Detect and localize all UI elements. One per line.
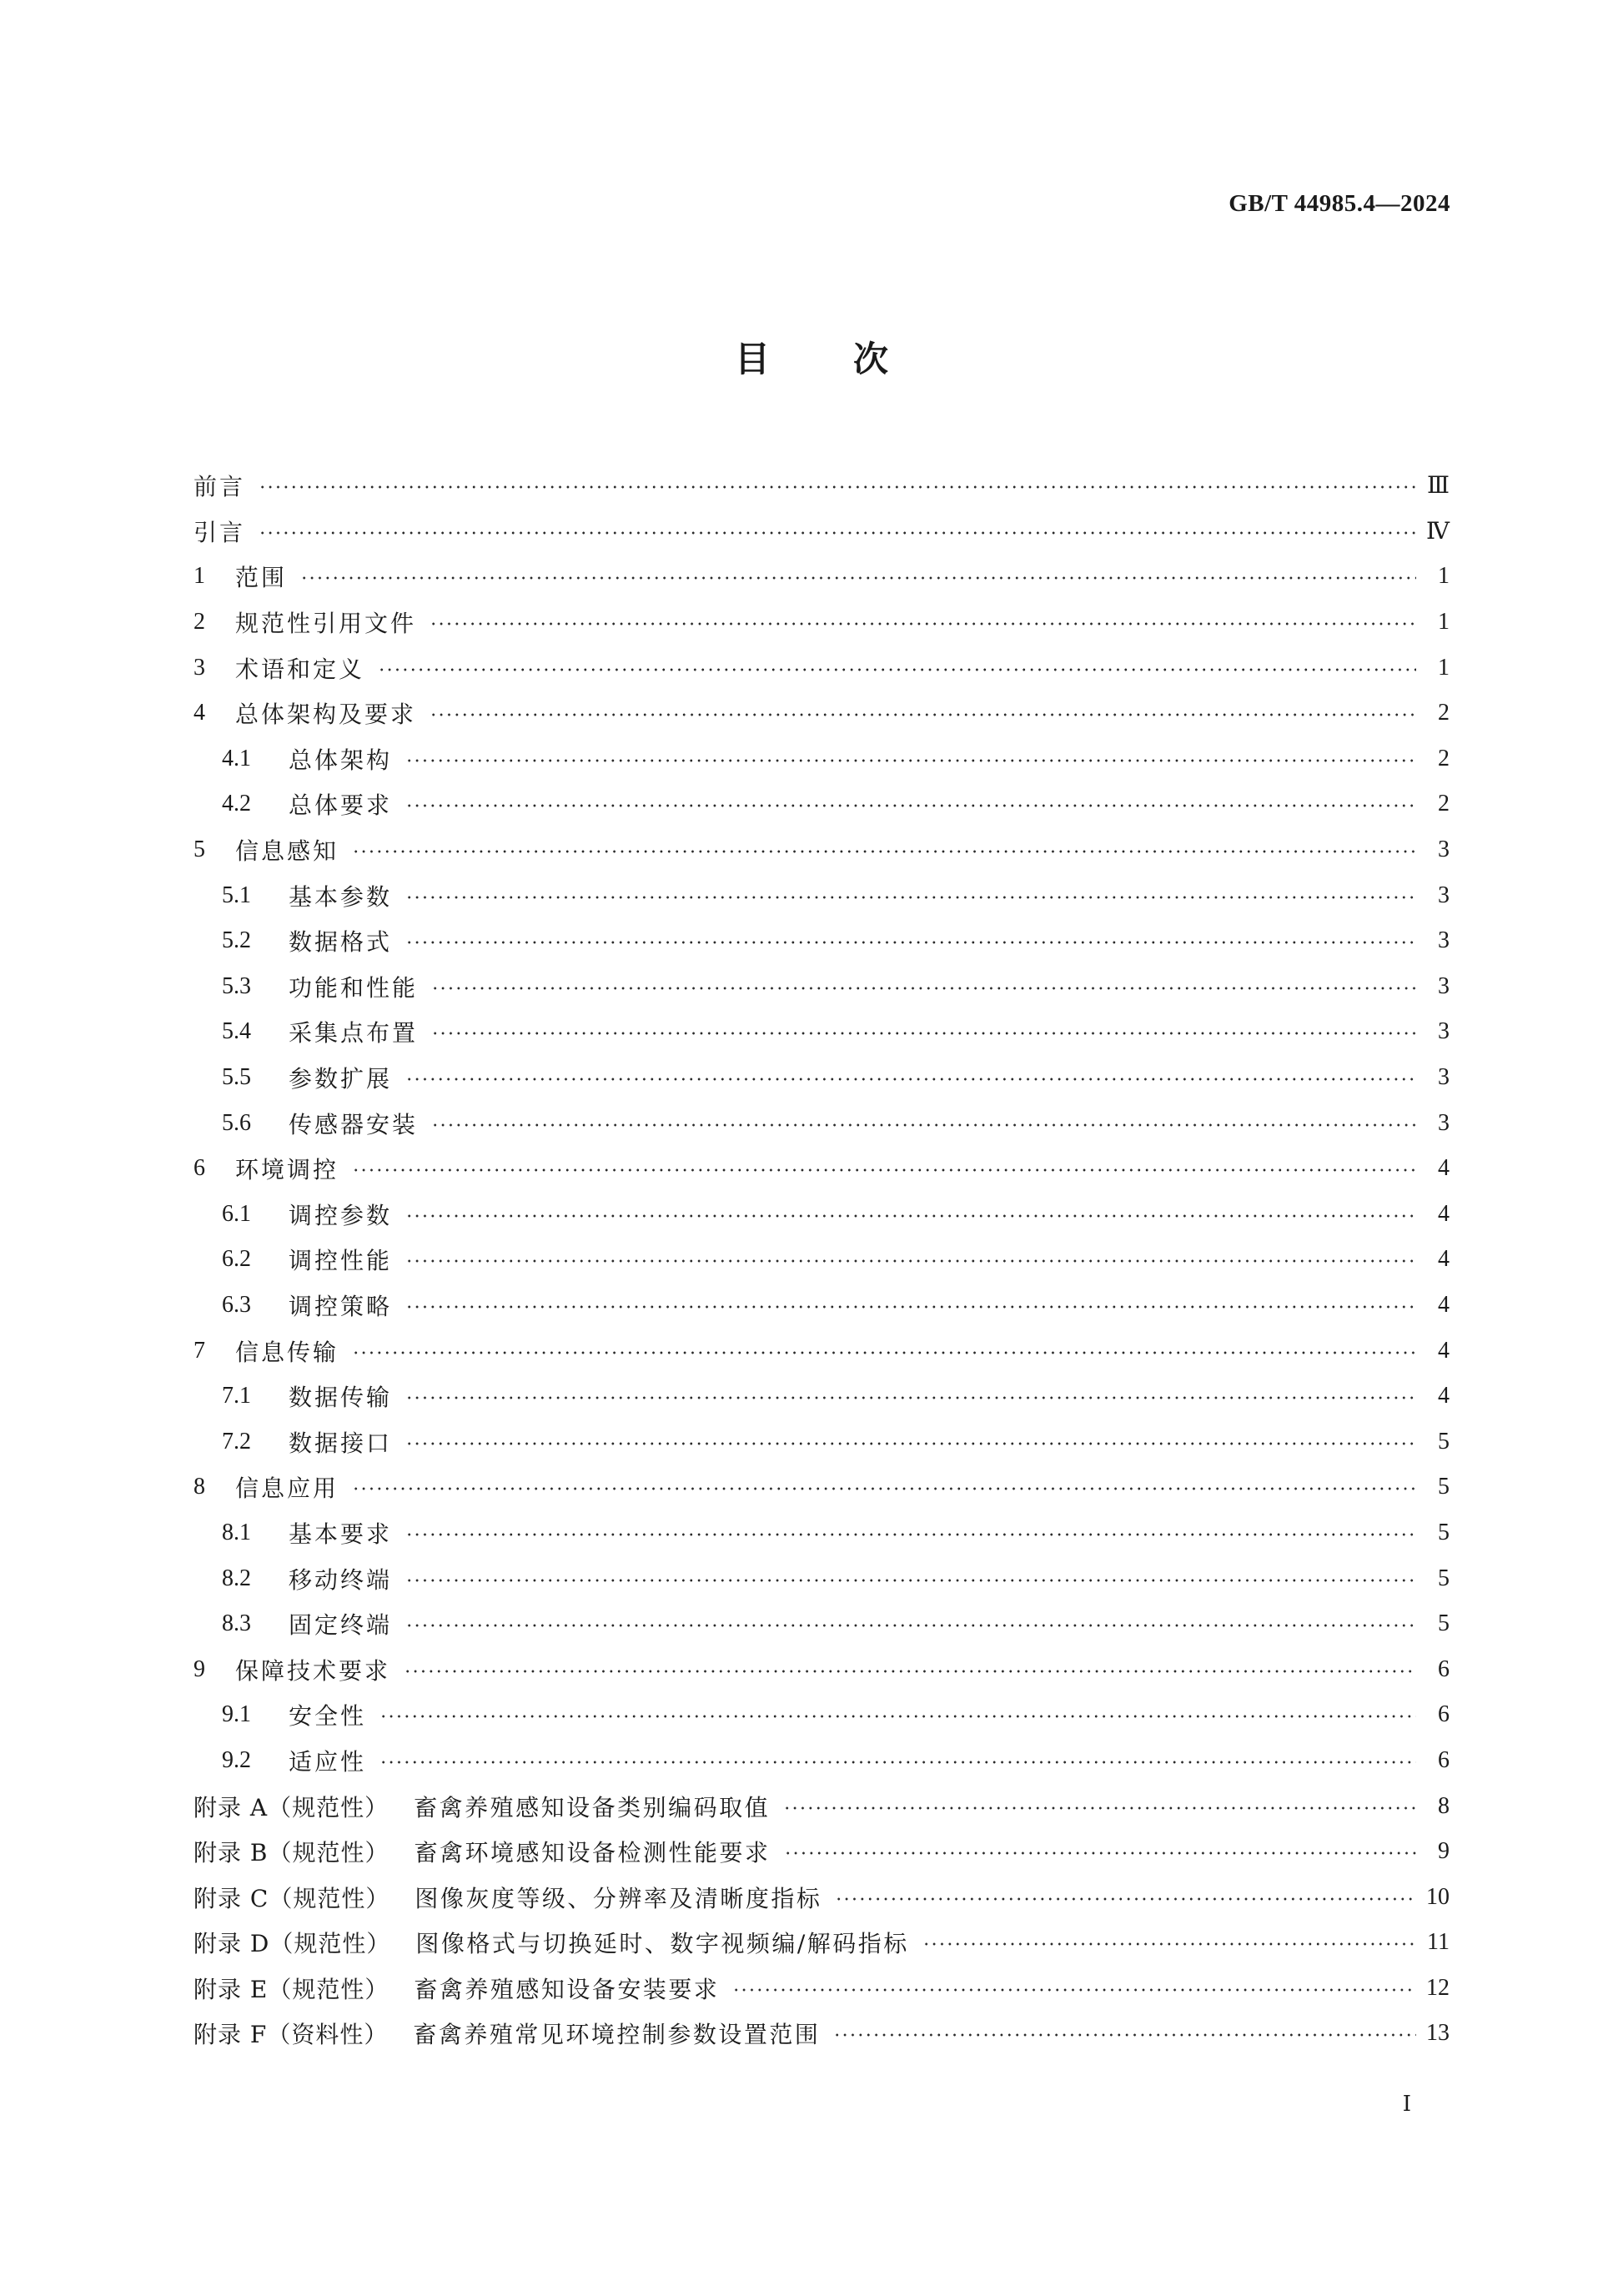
dot-leader xyxy=(352,850,1416,853)
dot-leader xyxy=(405,1259,1416,1263)
toc-entry-label: 图像灰度等级、分辨率及清晰度指标 xyxy=(415,1884,822,1912)
dot-leader xyxy=(405,1442,1416,1445)
toc-entry[interactable] xyxy=(193,1783,1450,1829)
toc-entry-page: 6 xyxy=(1438,1746,1450,1773)
toc-entry[interactable] xyxy=(193,827,1450,873)
dot-leader xyxy=(352,1487,1416,1490)
toc-entry-number: 6 xyxy=(193,1155,205,1182)
toc-entry-label: 数据接口 xyxy=(289,1429,393,1457)
toc-entry-page: 3 xyxy=(1438,882,1450,908)
toc-entry[interactable] xyxy=(193,509,1450,555)
toc-entry[interactable] xyxy=(193,1510,1450,1556)
toc-entry-number: 1 xyxy=(193,563,205,590)
toc-entry[interactable] xyxy=(193,600,1450,646)
table-of-contents xyxy=(193,463,1450,2057)
dot-leader xyxy=(405,1579,1416,1582)
toc-entry-label: 范围 xyxy=(235,564,288,592)
toc-entry-page: 4 xyxy=(1438,1291,1450,1318)
toc-entry[interactable] xyxy=(193,2011,1450,2057)
toc-entry[interactable] xyxy=(193,736,1450,782)
toc-entry-label: 总体架构及要求 xyxy=(235,701,417,729)
dot-leader xyxy=(405,1533,1416,1536)
toc-entry[interactable] xyxy=(193,1829,1450,1875)
dot-leader xyxy=(405,1305,1416,1309)
dot-leader xyxy=(833,2033,1416,2037)
dot-leader xyxy=(378,668,1416,671)
toc-entry-label: 总体架构 xyxy=(289,746,393,774)
toc-entry-label: 规范性引用文件 xyxy=(235,610,417,638)
dot-leader xyxy=(352,1351,1416,1354)
toc-appendix-id: 附录 E（规范性） xyxy=(193,1975,389,2003)
toc-entry-page: 4 xyxy=(1438,1155,1450,1182)
toc-entry-page: 3 xyxy=(1438,972,1450,999)
toc-entry[interactable] xyxy=(193,1009,1450,1055)
dot-leader xyxy=(300,576,1416,580)
toc-entry-page: 3 xyxy=(1438,1064,1450,1091)
toc-entry-page: 5 xyxy=(1438,1519,1450,1545)
toc-entry-number: 3 xyxy=(193,654,205,681)
toc-entry-number: 5.2 xyxy=(222,927,251,954)
toc-entry[interactable] xyxy=(193,463,1450,509)
toc-entry-page: 5 xyxy=(1438,1610,1450,1637)
toc-entry-label: 移动终端 xyxy=(289,1565,393,1594)
toc-entry[interactable] xyxy=(193,1192,1450,1238)
toc-entry[interactable] xyxy=(193,781,1450,827)
dot-leader xyxy=(783,1806,1416,1810)
dot-leader xyxy=(352,1168,1416,1172)
toc-entry-number: 6.3 xyxy=(222,1291,251,1318)
toc-entry-label: 前言 xyxy=(193,473,246,501)
toc-entry[interactable] xyxy=(193,1874,1450,1920)
toc-entry[interactable] xyxy=(193,554,1450,600)
toc-entry-label: 畜禽养殖感知设备安装要求 xyxy=(414,1975,720,2003)
toc-entry-label: 术语和定义 xyxy=(235,655,365,683)
toc-appendix-id: 附录 C（规范性） xyxy=(193,1884,390,1912)
dot-leader xyxy=(405,804,1416,807)
toc-entry-page: 2 xyxy=(1438,700,1450,726)
toc-entry-number: 8.2 xyxy=(222,1565,251,1591)
toc-entry[interactable] xyxy=(193,1328,1450,1374)
toc-entry-number: 7.1 xyxy=(222,1383,251,1409)
toc-entry-number: 5.5 xyxy=(222,1064,251,1091)
dot-leader xyxy=(259,485,1416,489)
dot-leader xyxy=(405,759,1416,762)
toc-entry-label: 环境调控 xyxy=(235,1156,339,1184)
toc-entry[interactable] xyxy=(193,872,1450,918)
toc-entry-label: 调控策略 xyxy=(289,1292,393,1320)
toc-entry-label: 功能和性能 xyxy=(289,973,419,1002)
toc-entry-page: 8 xyxy=(1438,1792,1450,1819)
toc-entry-label: 调控性能 xyxy=(289,1247,393,1275)
toc-entry-label: 采集点布置 xyxy=(289,1019,419,1048)
toc-entry-label: 信息传输 xyxy=(235,1338,339,1366)
toc-entry-label: 畜禽环境感知设备检测性能要求 xyxy=(414,1839,771,1867)
toc-entry-label: 数据格式 xyxy=(289,928,393,957)
toc-entry-number: 8 xyxy=(193,1474,205,1500)
dot-leader xyxy=(431,1032,1416,1035)
toc-entry-label: 基本要求 xyxy=(289,1520,393,1548)
toc-entry-number: 7 xyxy=(193,1337,205,1364)
toc-entry-page: 5 xyxy=(1438,1565,1450,1591)
toc-entry[interactable] xyxy=(193,1100,1450,1146)
toc-entry-label: 安全性 xyxy=(289,1702,367,1731)
toc-entry[interactable] xyxy=(193,918,1450,964)
toc-entry-page: 10 xyxy=(1426,1883,1450,1910)
toc-appendix-id: 附录 D（规范性） xyxy=(193,1930,391,1958)
dot-leader xyxy=(379,1761,1416,1764)
toc-entry-page: 4 xyxy=(1438,1246,1450,1273)
toc-entry-label: 参数扩展 xyxy=(289,1065,393,1093)
dot-leader xyxy=(835,1897,1416,1901)
toc-appendix-id: 附录 A（规范性） xyxy=(193,1793,389,1821)
toc-entry-number: 2 xyxy=(193,609,205,636)
toc-entry-number: 6.2 xyxy=(222,1246,251,1273)
dot-leader xyxy=(379,1715,1416,1718)
toc-entry-page: 13 xyxy=(1426,2020,1450,2047)
toc-entry-label: 畜禽养殖感知设备类别编码取值 xyxy=(414,1793,771,1821)
toc-entry-page: 11 xyxy=(1427,1929,1450,1956)
toc-entry-page: 2 xyxy=(1438,791,1450,817)
toc-entry-number: 4.1 xyxy=(222,745,251,771)
toc-entry-number: 4 xyxy=(193,700,205,726)
toc-entry[interactable] xyxy=(193,1692,1450,1738)
toc-entry-label: 数据传输 xyxy=(289,1384,393,1412)
dot-leader xyxy=(259,531,1416,535)
toc-entry-label: 固定终端 xyxy=(289,1611,393,1640)
toc-entry[interactable] xyxy=(193,1966,1450,2012)
toc-entry-page: 1 xyxy=(1438,654,1450,681)
toc-entry-label: 保障技术要求 xyxy=(235,1656,391,1685)
toc-entry-page: 3 xyxy=(1438,927,1450,954)
toc-entry-page: 4 xyxy=(1438,1200,1450,1227)
dot-leader xyxy=(431,1123,1416,1127)
toc-entry-number: 8.3 xyxy=(222,1610,251,1637)
toc-entry-label: 畜禽养殖常见环境控制参数设置范围 xyxy=(413,2021,821,2049)
toc-entry-page: 1 xyxy=(1438,609,1450,636)
toc-entry[interactable] xyxy=(193,1374,1450,1419)
toc-entry-number: 4.2 xyxy=(222,791,251,817)
toc-entry[interactable] xyxy=(193,691,1450,736)
toc-entry-page: Ⅲ xyxy=(1426,473,1450,500)
toc-entry[interactable] xyxy=(193,1419,1450,1465)
toc-entry[interactable] xyxy=(193,1601,1450,1647)
toc-entry-page: 9 xyxy=(1438,1838,1450,1865)
toc-entry-label: 传感器安装 xyxy=(289,1110,419,1138)
dot-leader xyxy=(430,713,1416,716)
toc-entry-number: 5.1 xyxy=(222,882,251,908)
dot-leader xyxy=(405,1078,1416,1081)
toc-entry-number: 9.2 xyxy=(222,1746,251,1773)
dot-leader xyxy=(405,941,1416,944)
toc-entry[interactable] xyxy=(193,1465,1450,1510)
toc-entry-page: 4 xyxy=(1438,1383,1450,1409)
page-title: 目次 xyxy=(734,339,972,379)
toc-entry[interactable] xyxy=(193,1055,1450,1101)
toc-entry-number: 5 xyxy=(193,837,205,863)
toc-entry-number: 5.3 xyxy=(222,972,251,999)
standard-number: GB/T 44985.4—2024 xyxy=(1229,190,1450,217)
toc-entry[interactable] xyxy=(193,1738,1450,1784)
toc-entry-page: 3 xyxy=(1438,1018,1450,1045)
toc-entry-label: 适应性 xyxy=(289,1747,367,1776)
toc-appendix-id: 附录 B（规范性） xyxy=(193,1839,389,1867)
dot-leader xyxy=(732,1988,1416,1992)
toc-entry-page: 12 xyxy=(1426,1974,1450,2001)
dot-leader xyxy=(405,1396,1416,1399)
dot-leader xyxy=(784,1851,1417,1855)
toc-entry-label: 信息感知 xyxy=(235,837,339,866)
toc-entry[interactable] xyxy=(193,1555,1450,1601)
toc-entry[interactable] xyxy=(193,1646,1450,1692)
dot-leader xyxy=(405,1624,1416,1627)
toc-entry[interactable] xyxy=(193,1283,1450,1329)
toc-entry-label: 总体要求 xyxy=(289,791,393,820)
toc-entry[interactable] xyxy=(193,1146,1450,1192)
dot-leader xyxy=(431,987,1416,990)
toc-entry-page: 3 xyxy=(1438,1109,1450,1136)
toc-entry-page: 1 xyxy=(1438,563,1450,590)
toc-entry[interactable] xyxy=(193,964,1450,1010)
toc-entry-number: 9 xyxy=(193,1655,205,1682)
toc-entry[interactable] xyxy=(193,645,1450,691)
dot-leader xyxy=(405,1214,1416,1218)
dot-leader xyxy=(922,1942,1416,1946)
toc-entry[interactable] xyxy=(193,1237,1450,1283)
toc-entry-page: 3 xyxy=(1438,837,1450,863)
toc-entry-label: 图像格式与切换延时、数字视频编/解码指标 xyxy=(415,1930,909,1958)
toc-entry-number: 5.4 xyxy=(222,1018,251,1045)
toc-entry-number: 5.6 xyxy=(222,1109,251,1136)
toc-entry-number: 6.1 xyxy=(222,1200,251,1227)
toc-entry-page: 5 xyxy=(1438,1474,1450,1500)
toc-entry-label: 基本参数 xyxy=(289,882,393,911)
toc-entry-page: 4 xyxy=(1438,1337,1450,1364)
toc-entry-number: 8.1 xyxy=(222,1519,251,1545)
toc-entry-page: 5 xyxy=(1438,1428,1450,1454)
toc-entry-label: 引言 xyxy=(193,518,246,546)
toc-entry-label: 调控参数 xyxy=(289,1201,393,1229)
toc-entry-label: 信息应用 xyxy=(235,1475,339,1503)
toc-entry-page: Ⅳ xyxy=(1426,518,1450,545)
toc-entry-page: 6 xyxy=(1438,1655,1450,1682)
toc-entry[interactable] xyxy=(193,1920,1450,1966)
dot-leader xyxy=(405,896,1416,899)
toc-entry-number: 9.1 xyxy=(222,1701,251,1728)
dot-leader xyxy=(404,1670,1416,1673)
page-folio: Ⅰ xyxy=(1402,2092,1411,2116)
toc-appendix-id: 附录 F（资料性） xyxy=(193,2021,389,2049)
dot-leader xyxy=(430,622,1416,625)
toc-entry-number: 7.2 xyxy=(222,1428,251,1454)
toc-entry-page: 2 xyxy=(1438,745,1450,771)
toc-entry-page: 6 xyxy=(1438,1701,1450,1728)
